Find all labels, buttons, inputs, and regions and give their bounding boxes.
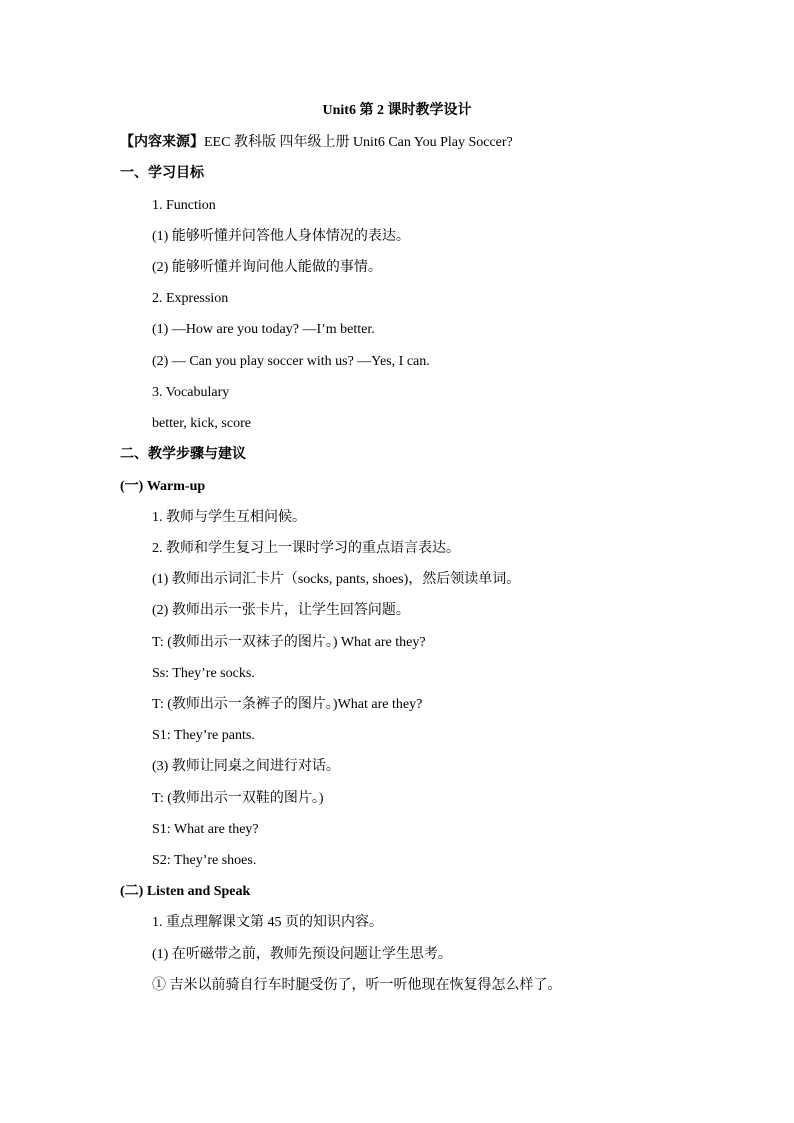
warmup-line: 2. 教师和学生复习上一课时学习的重点语言表达。 xyxy=(152,541,460,556)
warmup-line: S1: They’re pants. xyxy=(152,728,255,743)
warmup-line: T: (教师出示一双袜子的图片。) What are they? xyxy=(152,635,426,650)
warmup-line: S2: They’re shoes. xyxy=(152,853,257,868)
listen-line: ① 吉米以前骑自行车时腿受伤了，听一听他现在恢复得怎么样了。 xyxy=(152,978,562,993)
objective-line: 2. Expression xyxy=(152,291,229,306)
section-heading-steps: 二、教学步骤与建议 xyxy=(120,447,246,462)
objective-line: (1) 能够听懂并问答他人身体情况的表达。 xyxy=(152,229,410,244)
subsection-heading-listen-speak: (二) Listen and Speak xyxy=(120,884,251,899)
objective-line: (2) — Can you play soccer with us? —Yes, I can. xyxy=(152,354,430,369)
warmup-line: (2) 教师出示一张卡片，让学生回答问题。 xyxy=(152,603,410,618)
objective-line: better, kick, score xyxy=(152,416,251,431)
listen-line: 1. 重点理解课文第 45 页的知识内容。 xyxy=(152,915,383,930)
warmup-line: Ss: They’re socks. xyxy=(152,666,255,681)
content-source-line xyxy=(120,134,513,152)
listen-line: (1) 在听磁带之前，教师先预设问题让学生思考。 xyxy=(152,947,452,962)
warmup-line: (1) 教师出示词汇卡片（socks, pants, shoes)，然后领读单词。 xyxy=(152,572,521,587)
objective-line: 3. Vocabulary xyxy=(152,385,230,400)
content-source-text: EEC 教科版 四年级上册 Unit6 Can You Play Soccer? xyxy=(204,135,513,150)
objective-line: 1. Function xyxy=(152,198,216,213)
warmup-line: S1: What are they? xyxy=(152,822,259,837)
subsection-heading-warmup: (一) Warm-up xyxy=(120,479,206,494)
warmup-line: (3) 教师让同桌之间进行对话。 xyxy=(152,759,340,774)
warmup-line: T: (教师出示一条裤子的图片。)What are they? xyxy=(152,697,423,712)
objective-line: (2) 能够听懂并询问他人能做的事情。 xyxy=(152,260,382,275)
warmup-line: T: (教师出示一双鞋的图片。) xyxy=(152,791,324,806)
document-title: Unit6 第 2 课时教学设计 xyxy=(322,103,472,118)
section-heading-objectives: 一、学习目标 xyxy=(120,166,204,181)
objective-line: (1) —How are you today? —I’m better. xyxy=(152,322,375,337)
content-source-label: 【内容来源】 xyxy=(120,135,204,150)
warmup-line: 1. 教师与学生互相问候。 xyxy=(152,510,306,525)
